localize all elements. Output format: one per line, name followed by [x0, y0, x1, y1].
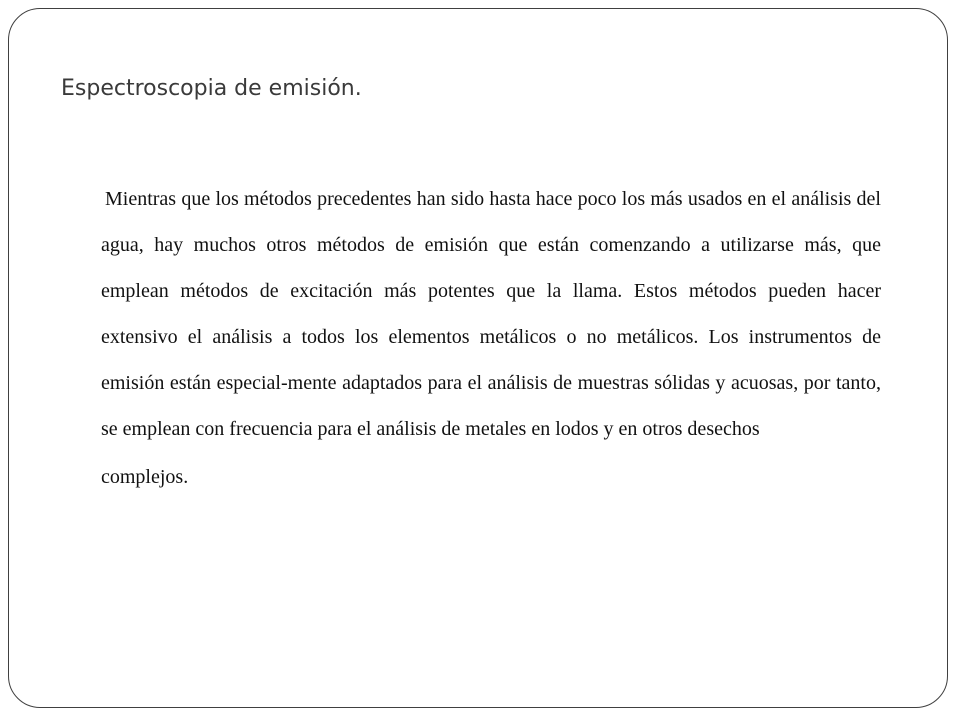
- body-paragraph-end: complejos.: [101, 466, 189, 488]
- body-paragraph-text: Mientras que los métodos precedentes han sido hasta hace poco los más usados en el análisis del agua, hay muchos otros métodos de emisión que están comenzando a utilizarse más, que emplean métodos de excitación más potentes que la llama. Estos métodos pueden hacer extensivo el análisis a todos los elementos metálicos o no metálicos. Los instrumentos de emisión están especial-mente adaptados para el análisis de muestras sólidas y acuosas, por tanto, se emplean con frecuencia para el análisis de metales en lodos y en otros desechos: [101, 188, 881, 440]
- slide-title: Espectroscopia de emisión.: [61, 76, 362, 101]
- body-paragraph: [101, 176, 881, 500]
